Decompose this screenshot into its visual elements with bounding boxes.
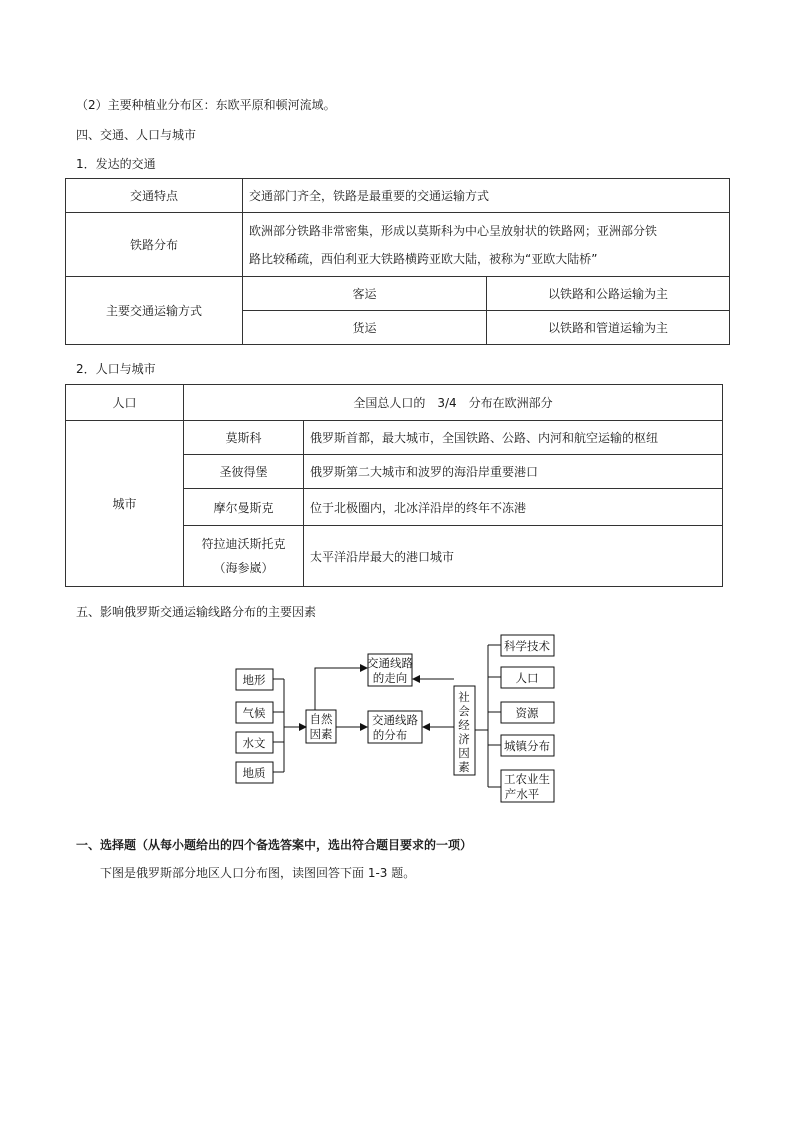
passenger-label: 客运: [243, 277, 487, 311]
city-desc: 俄罗斯第二大城市和波罗的海沿岸重要港口: [304, 455, 723, 489]
factor-industry: 工农业生: [504, 772, 550, 786]
factor-science: 科学技术: [504, 639, 550, 653]
factor-hydrology: 水文: [242, 736, 266, 750]
section-four-heading: 四、交通、人口与城市: [76, 128, 197, 142]
freight-label: 货运: [243, 311, 487, 345]
factor-towns: 城镇分布: [504, 739, 550, 753]
social-factors-label: 社: [458, 690, 470, 704]
factor-resources: 资源: [515, 706, 539, 720]
population-subheading: 2．人口与城市: [76, 362, 156, 376]
social-factors-label: 经: [458, 718, 470, 732]
transport-factors-diagram: [0, 625, 794, 855]
city-desc: 太平洋沿岸最大的港口城市: [304, 526, 723, 587]
factor-geology: 地质: [242, 766, 266, 780]
city-name: 摩尔曼斯克: [184, 489, 304, 526]
transport-feature-label: 交通特点: [66, 179, 243, 213]
population-label: 人口: [66, 385, 184, 421]
factor-industry: 产水平: [504, 787, 540, 801]
factor-climate: 气候: [242, 706, 266, 720]
social-factors-label: 会: [458, 704, 470, 718]
route-distribution-label: 交通线路: [372, 713, 418, 727]
city-desc: 俄罗斯首都，最大城市，全国铁路、公路、内河和航空运输的枢纽: [304, 421, 723, 455]
freight-value: 以铁路和管道运输为主: [487, 311, 730, 345]
passenger-value: 以铁路和公路运输为主: [487, 277, 730, 311]
transport-subheading: 1．发达的交通: [76, 157, 156, 171]
natural-factors-label: 自然: [309, 712, 333, 726]
question-intro: 下图是俄罗斯部分地区人口分布图，读图回答下面 1-3 题。: [100, 866, 416, 880]
planting-area-line: （2）主要种植业分布区：东欧平原和顿河流域。: [76, 98, 336, 112]
city-name: 圣彼得堡: [184, 455, 304, 489]
factor-terrain: 地形: [242, 673, 266, 687]
population-city-table: [65, 384, 723, 587]
social-factors-label: 素: [458, 760, 470, 774]
main-transport-label: 主要交通运输方式: [66, 277, 243, 345]
city-name: 莫斯科: [184, 421, 304, 455]
city-name: 符拉迪沃斯托克 （海参崴）: [184, 526, 304, 587]
social-factors-label: 济: [458, 732, 470, 746]
section-five-heading: 五、影响俄罗斯交通运输线路分布的主要因素: [76, 605, 317, 619]
transport-table: [65, 178, 730, 345]
population-value: 全国总人口的 3/4 分布在欧洲部分: [184, 385, 723, 421]
city-desc: 位于北极圈内，北冰洋沿岸的终年不冻港: [304, 489, 723, 526]
route-direction-label: 的走向: [372, 671, 408, 685]
railway-distribution-value: 欧洲部分铁路非常密集，形成以莫斯科为中心呈放射状的铁路网；亚洲部分铁 路比较稀疏，西伯利亚大铁路横跨亚欧大陆，被称为“亚欧大陆桥”: [243, 213, 730, 277]
route-direction-label: 交通线路: [367, 656, 413, 670]
social-factors-label: 因: [458, 746, 470, 760]
route-distribution-label: 的分布: [372, 728, 408, 742]
railway-distribution-label: 铁路分布: [66, 213, 243, 277]
factor-population: 人口: [515, 671, 539, 685]
transport-feature-value: 交通部门齐全，铁路是最重要的交通运输方式: [243, 179, 730, 213]
natural-factors-label: 因素: [309, 727, 333, 741]
city-label: 城市: [66, 421, 184, 587]
choice-section-heading: 一、选择题（从每小题给出的四个备选答案中，选出符合题目要求的一项）: [76, 838, 473, 852]
